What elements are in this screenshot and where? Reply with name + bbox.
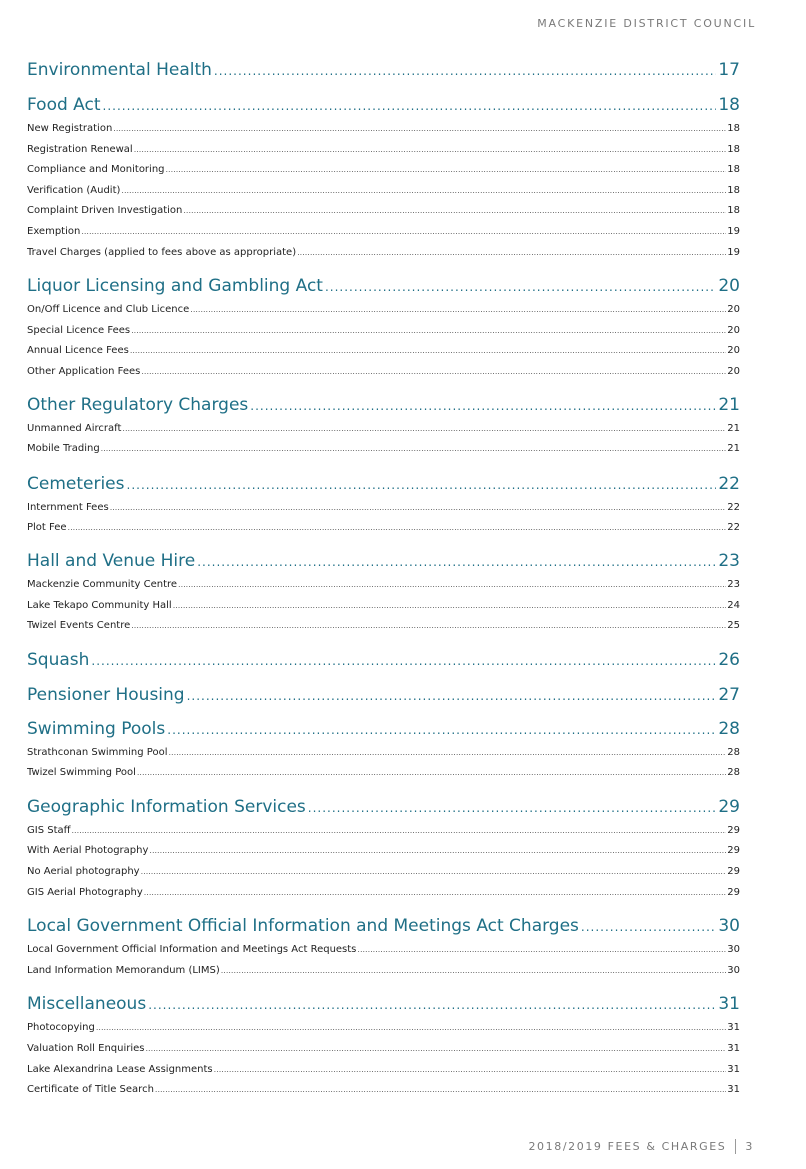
entry-page-number: 29 — [727, 824, 740, 836]
dot-leader — [325, 275, 716, 298]
dot-leader — [250, 394, 716, 417]
dot-leader — [130, 341, 726, 362]
entry-page-number: 25 — [727, 620, 740, 632]
section-page-number: 22 — [718, 473, 740, 494]
entry-page-number: 21 — [727, 422, 740, 434]
dot-leader — [357, 940, 726, 961]
entry-title: With Aerial Photography — [27, 845, 149, 857]
entry-page-number: 18 — [727, 143, 740, 155]
toc-section — [27, 549, 740, 637]
entry-title: Complaint Driven Investigation — [27, 205, 183, 217]
section-title: Miscellaneous — [27, 994, 147, 1015]
toc-section — [27, 393, 740, 460]
toc-section-heading[interactable] — [27, 549, 740, 573]
toc-entry[interactable] — [27, 439, 740, 460]
entry-page-number: 28 — [727, 767, 740, 779]
entry-page-number: 18 — [727, 164, 740, 176]
entry-title: Registration Renewal — [27, 143, 133, 155]
entry-page-number: 20 — [727, 304, 740, 316]
section-title: Environmental Health — [27, 60, 212, 80]
section-title: Liquor Licensing and Gambling Act — [27, 276, 323, 297]
entry-title: No Aerial photography — [27, 866, 140, 878]
page-footer — [528, 1139, 754, 1154]
toc-entry[interactable] — [27, 1080, 740, 1101]
dot-leader — [581, 915, 716, 938]
toc-entry[interactable] — [27, 321, 740, 342]
dot-leader — [166, 160, 727, 181]
dot-leader — [190, 300, 726, 321]
dot-leader — [148, 993, 716, 1016]
toc-section — [27, 795, 740, 903]
section-title: Cemeteries — [27, 473, 125, 494]
entry-title: Plot Fee — [27, 522, 67, 534]
dot-leader — [131, 321, 726, 342]
dot-leader — [131, 616, 726, 637]
entry-title: Internment Fees — [27, 501, 109, 513]
toc-section — [27, 472, 740, 539]
toc-section — [27, 717, 740, 784]
toc-section-heading[interactable] — [27, 648, 740, 672]
section-page-number: 23 — [718, 550, 740, 571]
entry-title: Compliance and Monitoring — [27, 164, 165, 176]
section-title: Food Act — [27, 95, 101, 115]
toc-entry[interactable] — [27, 300, 740, 321]
dot-leader — [141, 362, 726, 383]
entry-title: Exemption — [27, 225, 81, 237]
toc-entry[interactable] — [27, 201, 740, 222]
entry-page-number: 29 — [727, 886, 740, 898]
section-page-number: 28 — [718, 718, 740, 739]
entry-page-number: 19 — [727, 225, 740, 237]
section-page-number: 27 — [718, 684, 740, 705]
toc-section-heading[interactable] — [27, 472, 740, 496]
entry-title: Verification (Audit) — [27, 184, 121, 196]
entry-page-number: 23 — [727, 578, 740, 590]
entry-page-number: 30 — [727, 944, 740, 956]
entry-page-number: 31 — [727, 1022, 740, 1034]
toc-entry[interactable] — [27, 1039, 740, 1060]
section-title: Hall and Venue Hire — [27, 550, 196, 571]
toc-section-heading[interactable] — [27, 393, 740, 417]
table-of-contents — [27, 58, 740, 1101]
organization-header: MACKENZIE DISTRICT COUNCIL — [537, 17, 756, 30]
section-title: Swimming Pools — [27, 718, 166, 739]
entry-title: On/Off Licence and Club Licence — [27, 304, 190, 316]
entry-title: GIS Aerial Photography — [27, 886, 143, 898]
section-page-number: 29 — [718, 796, 740, 817]
dot-leader — [113, 119, 726, 140]
dot-leader — [149, 841, 726, 862]
toc-entry[interactable] — [27, 821, 740, 842]
entry-title: Mobile Trading — [27, 443, 100, 455]
toc-entry[interactable] — [27, 883, 740, 904]
dot-leader — [155, 1080, 726, 1101]
dot-leader — [221, 961, 727, 982]
toc-section-heading[interactable] — [27, 683, 740, 707]
dot-leader — [214, 59, 716, 82]
entry-title: Lake Tekapo Community Hall — [27, 599, 172, 611]
section-page-number: 26 — [718, 649, 740, 670]
toc-entry[interactable] — [27, 419, 740, 440]
entry-title: Mackenzie Community Centre — [27, 578, 178, 590]
entry-page-number: 29 — [727, 866, 740, 878]
entry-page-number: 24 — [727, 599, 740, 611]
toc-entry[interactable] — [27, 596, 740, 617]
toc-section — [27, 58, 740, 82]
dot-leader — [96, 1018, 726, 1039]
dot-leader — [167, 718, 716, 741]
section-title: Pensioner Housing — [27, 684, 185, 705]
entry-page-number: 20 — [727, 324, 740, 336]
dot-leader — [103, 94, 717, 117]
dot-leader — [127, 473, 717, 496]
toc-section — [27, 274, 740, 382]
entry-title: Travel Charges (applied to fees above as appropriate) — [27, 246, 297, 258]
section-page-number: 18 — [718, 95, 740, 115]
toc-section — [27, 914, 740, 981]
toc-section-heading[interactable] — [27, 717, 740, 741]
dot-leader — [197, 550, 716, 573]
entry-page-number: 22 — [727, 501, 740, 513]
dot-leader — [68, 518, 727, 539]
entry-page-number: 28 — [727, 746, 740, 758]
dot-leader — [121, 181, 726, 202]
toc-entry[interactable] — [27, 362, 740, 383]
toc-section-heading[interactable] — [27, 93, 740, 117]
dot-leader — [91, 649, 716, 672]
section-title: Other Regulatory Charges — [27, 394, 249, 415]
dot-leader — [297, 243, 726, 264]
toc-entry[interactable] — [27, 181, 740, 202]
toc-section — [27, 648, 740, 672]
entry-page-number: 19 — [727, 246, 740, 258]
dot-leader — [146, 1039, 727, 1060]
footer-page-number: 3 — [745, 1140, 754, 1153]
entry-page-number: 21 — [727, 443, 740, 455]
entry-title: Land Information Memorandum (LIMS) — [27, 964, 220, 976]
dot-leader — [183, 201, 726, 222]
section-page-number: 20 — [718, 276, 740, 297]
toc-entry[interactable] — [27, 243, 740, 264]
entry-title: Special Licence Fees — [27, 324, 131, 336]
entry-page-number: 29 — [727, 845, 740, 857]
toc-entry[interactable] — [27, 1018, 740, 1039]
entry-title: GIS Staff — [27, 824, 71, 836]
entry-title: Unmanned Aircraft — [27, 422, 122, 434]
dot-leader — [81, 222, 726, 243]
section-title: Geographic Information Services — [27, 796, 306, 817]
footer-divider — [735, 1139, 736, 1154]
toc-entry[interactable] — [27, 498, 740, 519]
dot-leader — [141, 862, 727, 883]
entry-page-number: 22 — [727, 522, 740, 534]
toc-entry[interactable] — [27, 341, 740, 362]
dot-leader — [144, 883, 727, 904]
dot-leader — [101, 439, 727, 460]
dot-leader — [214, 1060, 727, 1081]
section-page-number: 31 — [718, 994, 740, 1015]
entry-title: New Registration — [27, 123, 113, 134]
toc-entry[interactable] — [27, 222, 740, 243]
entry-page-number: 20 — [727, 365, 740, 377]
entry-title: Other Application Fees — [27, 365, 141, 377]
toc-entry[interactable] — [27, 518, 740, 539]
entry-page-number: 20 — [727, 345, 740, 357]
dot-leader — [308, 796, 717, 819]
toc-section-heading[interactable] — [27, 274, 740, 298]
footer-document-title: 2018/2019 FEES & CHARGES — [528, 1140, 727, 1153]
toc-entry[interactable] — [27, 616, 740, 637]
entry-page-number: 31 — [727, 1043, 740, 1055]
entry-title: Local Government Official Information and Meetings Act Requests — [27, 944, 357, 956]
section-page-number: 30 — [718, 916, 740, 937]
toc-section-heading[interactable] — [27, 914, 740, 938]
toc-entry[interactable] — [27, 763, 740, 784]
entry-title: Photocopying — [27, 1022, 95, 1034]
dot-leader — [110, 498, 727, 519]
dot-leader — [187, 684, 717, 707]
entry-page-number: 18 — [727, 205, 740, 217]
toc-section-heading[interactable] — [27, 795, 740, 819]
entry-title: Strathconan Swimming Pool — [27, 746, 168, 758]
toc-entry[interactable] — [27, 940, 740, 961]
entry-page-number: 18 — [727, 184, 740, 196]
entry-title: Twizel Swimming Pool — [27, 767, 136, 779]
dot-leader — [134, 140, 727, 161]
section-page-number: 17 — [718, 60, 740, 80]
toc-entry[interactable] — [27, 160, 740, 181]
dot-leader — [168, 743, 726, 764]
toc-entry[interactable] — [27, 575, 740, 596]
entry-title: Certificate of Title Search — [27, 1084, 154, 1096]
entry-title: Lake Alexandrina Lease Assignments — [27, 1063, 213, 1075]
toc-entry[interactable] — [27, 862, 740, 883]
toc-entry[interactable] — [27, 140, 740, 161]
entry-title: Annual Licence Fees — [27, 345, 129, 357]
entry-page-number: 30 — [727, 964, 740, 976]
toc-section — [27, 992, 740, 1100]
section-title: Squash — [27, 649, 90, 670]
toc-section — [27, 93, 740, 263]
toc-entry[interactable] — [27, 743, 740, 764]
toc-entry[interactable] — [27, 119, 740, 140]
toc-entry[interactable] — [27, 841, 740, 862]
entry-page-number: 31 — [727, 1063, 740, 1075]
dot-leader — [173, 596, 727, 617]
toc-entry[interactable] — [27, 1060, 740, 1081]
entry-page-number: 18 — [727, 123, 740, 134]
toc-entry[interactable] — [27, 961, 740, 982]
toc-section-heading[interactable] — [27, 992, 740, 1016]
toc-section — [27, 683, 740, 707]
dot-leader — [72, 821, 727, 842]
dot-leader — [122, 419, 726, 440]
section-page-number: 21 — [718, 394, 740, 415]
entry-page-number: 31 — [727, 1084, 740, 1096]
section-title: Local Government Official Information and Meetings Act Charges — [27, 916, 579, 937]
entry-title: Valuation Roll Enquiries — [27, 1043, 145, 1055]
toc-section-heading[interactable] — [27, 58, 740, 82]
dot-leader — [178, 575, 726, 596]
entry-title: Twizel Events Centre — [27, 620, 131, 632]
dot-leader — [137, 763, 726, 784]
